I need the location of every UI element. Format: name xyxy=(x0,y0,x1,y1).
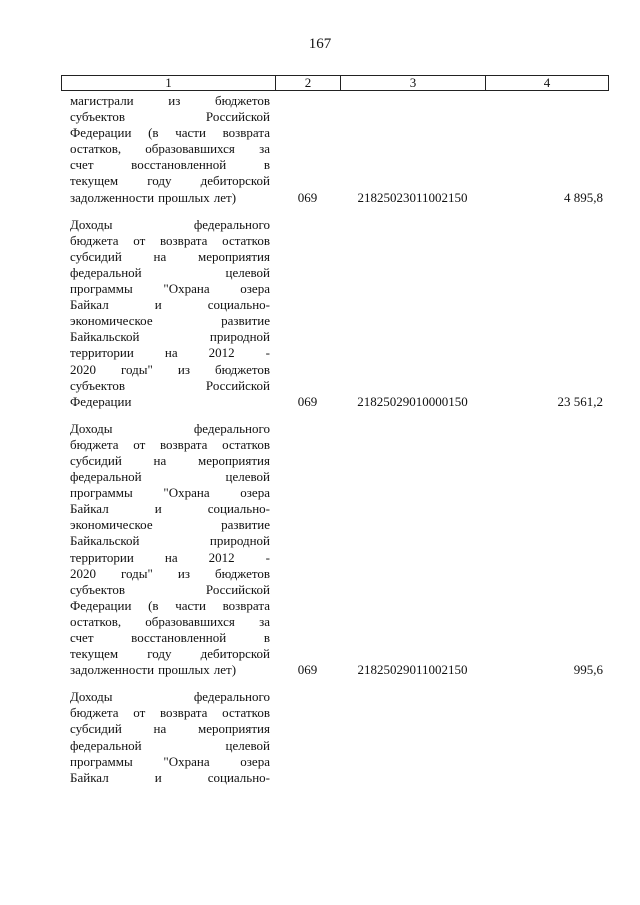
description-line: Байкал и социально- xyxy=(70,501,270,517)
description-line: задолженности прошлых лет) xyxy=(70,189,237,205)
description-line: Федерации xyxy=(70,393,132,409)
description-line: 2020 годы" из бюджетов xyxy=(70,361,270,377)
description-line: экономическое развитие xyxy=(70,313,270,329)
row-description xyxy=(61,217,275,410)
description-line: бюджета от возврата остатков xyxy=(70,232,270,248)
row-admin-code: 069 xyxy=(297,662,318,678)
description-line: Доходы федерального xyxy=(70,689,270,705)
description-line: Байкальской природной xyxy=(70,329,270,345)
row-description xyxy=(61,421,275,679)
column-header-2: 2 xyxy=(276,76,341,90)
table-row xyxy=(61,93,609,206)
description-line: субсидий на мероприятия xyxy=(70,452,270,468)
description-line: федеральной целевой xyxy=(70,469,270,485)
description-line: субъектов Российской xyxy=(70,109,270,125)
row-budget-code: 21825029011002150 xyxy=(357,662,468,678)
description-line: остатков, образовавшихся за xyxy=(70,141,270,157)
column-header-3: 3 xyxy=(341,76,486,90)
row-budget-code: 21825023011002150 xyxy=(357,189,468,205)
row-budget-code: 21825029010000150 xyxy=(357,393,468,409)
row-description xyxy=(61,93,275,206)
description-line: территории на 2012 - xyxy=(70,549,270,565)
description-line: текущем году дебиторской xyxy=(70,646,270,662)
row-amount: 4 895,8 xyxy=(564,189,603,205)
description-line: остатков, образовавшихся за xyxy=(70,613,270,629)
row-admin-code: 069 xyxy=(297,189,318,205)
table-row xyxy=(61,689,609,786)
column-header-4: 4 xyxy=(543,75,551,90)
row-amount: 23 561,2 xyxy=(557,393,603,409)
description-line: федеральной целевой xyxy=(70,264,270,280)
description-line: 2020 годы" из бюджетов xyxy=(70,565,270,581)
description-line: субсидий на мероприятия xyxy=(70,721,270,737)
table-header xyxy=(61,75,609,91)
page-number: 167 xyxy=(308,36,332,52)
description-line: Байкальской природной xyxy=(70,533,270,549)
description-line: экономическое развитие xyxy=(70,517,270,533)
description-line: текущем году дебиторской xyxy=(70,173,270,189)
description-line: Федерации (в части возврата xyxy=(70,125,270,141)
description-line: федеральной целевой xyxy=(70,737,270,753)
table-body xyxy=(61,93,609,797)
description-line: Федерации (в части возврата xyxy=(70,597,270,613)
description-line: бюджета от возврата остатков xyxy=(70,705,270,721)
row-amount: 995,6 xyxy=(573,662,603,678)
description-line: счет восстановленной в xyxy=(70,157,270,173)
description-line: субсидий на мероприятия xyxy=(70,248,270,264)
description-line: магистрали из бюджетов xyxy=(70,93,270,108)
description-line: счет восстановленной в xyxy=(70,630,270,645)
table-row xyxy=(61,421,609,679)
description-line: программы "Охрана озера xyxy=(70,485,270,501)
description-line: Доходы федерального xyxy=(70,216,270,232)
description-line: программы "Охрана озера xyxy=(70,281,270,297)
description-line: программы "Охрана озера xyxy=(70,753,270,769)
row-admin-code: 069 xyxy=(297,393,318,409)
description-line: бюджета от возврата остатков xyxy=(70,436,270,452)
description-line: субъектов Российской xyxy=(70,581,270,597)
description-line: Доходы федерального xyxy=(70,420,270,436)
row-description xyxy=(61,689,275,786)
description-line: субъектов Российской xyxy=(70,377,270,393)
description-line: территории на 2012 - xyxy=(70,345,270,361)
description-line: Байкал и социально- xyxy=(70,297,270,313)
description-line: задолженности прошлых лет) xyxy=(70,662,237,678)
table-row xyxy=(61,217,609,410)
column-header-1: 1 xyxy=(62,76,276,90)
description-line: Байкал и социально- xyxy=(70,769,270,785)
